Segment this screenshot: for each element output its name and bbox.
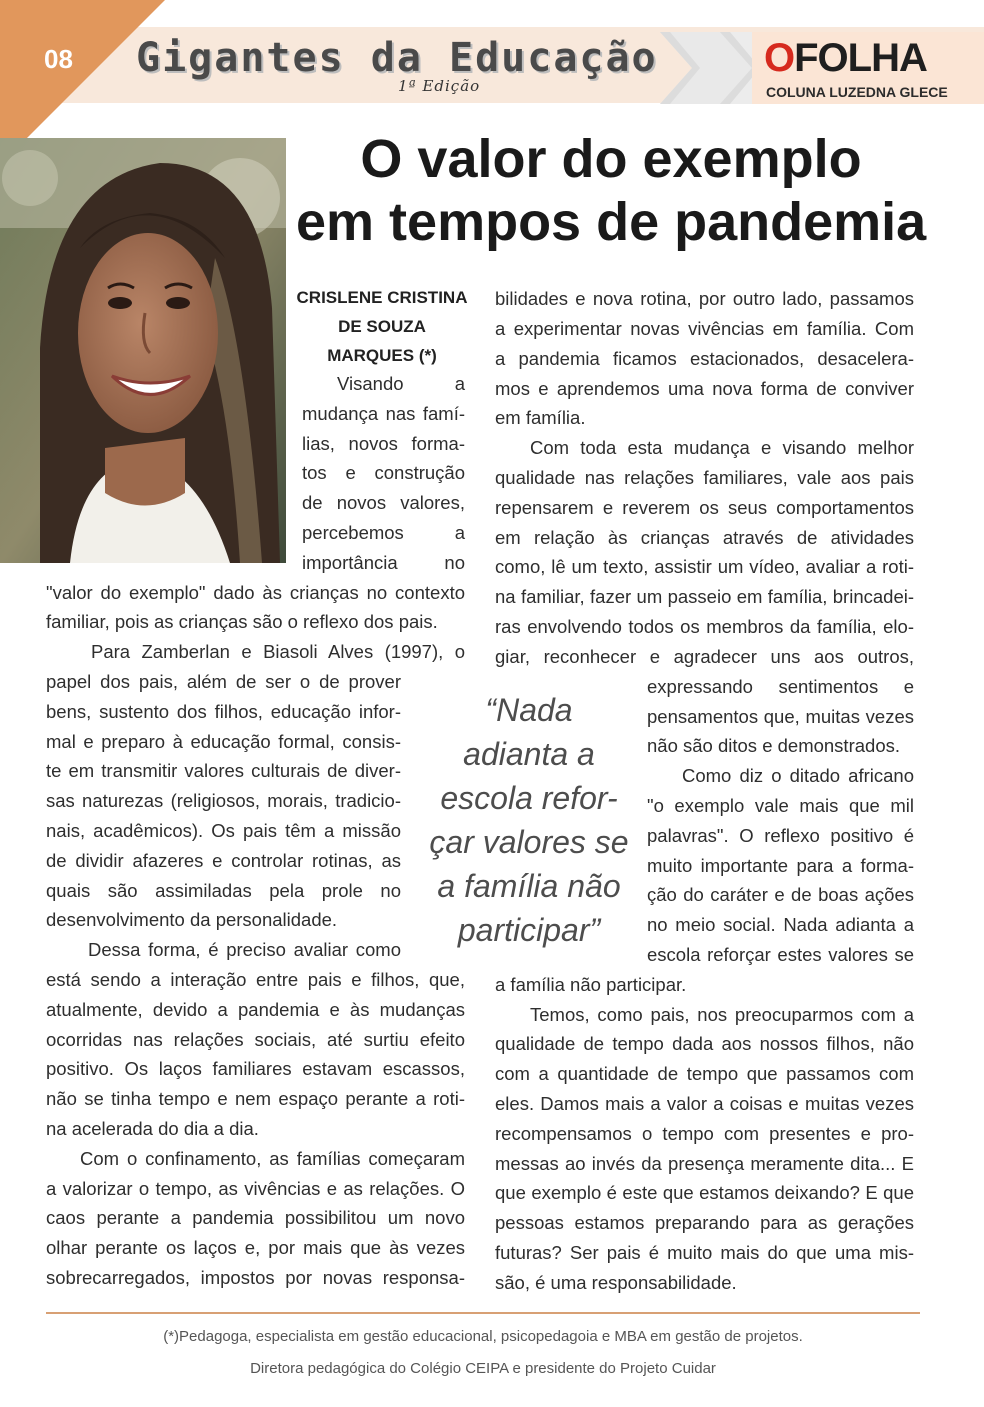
text-line: em relação às crianças através de atividades — [495, 527, 914, 548]
text-line: ras envolvendo todos os membros da família, elo- — [495, 616, 914, 637]
text-line: escola reforçar estes valores se — [647, 944, 914, 965]
text-line: atualmente, devido a pandemia e às mudanças — [46, 999, 465, 1020]
text-line: palavras". O reflexo positivo é — [647, 825, 914, 846]
text-line: ocorridas nas relações sociais, até surtiu efeito — [46, 1029, 465, 1050]
text-line: mal e preparo à educação formal, consis- — [46, 731, 401, 752]
text-line: olhar perante os laços e, por mais que às vezes — [46, 1237, 465, 1258]
text-line: a família não participar. — [495, 974, 687, 995]
quote-line: escola refor- — [440, 780, 618, 816]
text-line: Para Zamberlan e Biasoli Alves (1997), o — [91, 641, 465, 662]
text-line: mos e aprendemos uma nova forma de conviver — [495, 378, 914, 399]
text-line: a experimentar novas vivências em família. Com — [495, 318, 914, 339]
text-line: está sendo a interação entre pais e filhos, que, — [46, 969, 465, 990]
author-line: DE SOUZA — [338, 317, 426, 336]
text-line: pensamentos que, muitas vezes — [647, 706, 914, 727]
text-line: eles. Damos mais a valor a coisas e muitas vezes — [495, 1093, 914, 1114]
quote-line: a família não — [437, 868, 621, 904]
text-line: messas ao invés da presença meramente dita... E — [495, 1153, 914, 1174]
series-title: Gigantes da Educação — [136, 35, 658, 81]
author-line: CRISLENE CRISTINA — [296, 288, 468, 307]
text-line: a valorizar o tempo, as vivências e as relações. O — [46, 1178, 465, 1199]
text-line: qualidade nas relações familiares, vale aos pais — [495, 467, 914, 488]
author-line: MARQUES (*) — [327, 346, 437, 365]
text-line: Com o confinamento, as famílias começaram — [80, 1148, 465, 1169]
text-line: desenvolvimento da personalidade. — [46, 909, 338, 930]
text-line: ção do caráter e de boas ações — [647, 884, 914, 905]
quote-line: adianta a — [463, 736, 595, 772]
quote-line: “Nada — [485, 692, 573, 728]
text-line: muito importante para a forma- — [647, 855, 914, 876]
text-line: de dividir afazeres e controlar rotinas, as — [46, 850, 401, 871]
footnote-line: (*)Pedagoga, especialista em gestão educacional, psicopedagoia e MBA em gestão de projetos. — [163, 1328, 803, 1345]
text-line: giar, reconhecer e agradecer uns aos outros, — [495, 646, 914, 667]
column-label: COLUNA LUZEDNA GLECE — [766, 84, 948, 100]
text-line: tos e construção — [302, 462, 465, 483]
text-line: não se tinha tempo e nem espaço perante a roti- — [46, 1088, 465, 1109]
text-line: são, é uma responsabilidade. — [495, 1272, 737, 1293]
text-line: Como diz o ditado africano — [682, 765, 914, 786]
text-line: bilidades e nova rotina, por outro lado, passamos — [495, 288, 914, 309]
logo-o-icon: O — [764, 36, 795, 80]
text-line: de novos valores, — [302, 492, 465, 513]
text-line: bens, sustento dos filhos, educação infor- — [46, 701, 401, 722]
text-line: caos perante a pandemia possibilitou um novo — [46, 1207, 465, 1228]
text-line: que exemplo é este que estamos deixando? E que — [495, 1182, 914, 1203]
text-line: repensarem e reverem os seus comportamentos — [495, 497, 914, 518]
text-line: recompensamos o tempo com presentes e pro- — [495, 1123, 914, 1144]
text-line: a pandemia ficamos estacionados, desacelera- — [495, 348, 914, 369]
footer-divider — [46, 1312, 920, 1314]
headline-line: O valor do exemplo — [360, 129, 862, 189]
footnote-line: Diretora pedagógica do Colégio CEIPA e presidente do Projeto Cuidar — [250, 1360, 716, 1377]
text-line: nais, acadêmicos). Os pais têm a missão — [46, 820, 401, 841]
text-line: lias, novos forma- — [302, 433, 465, 454]
author-photo — [0, 138, 286, 563]
text-line: percebemos a — [302, 522, 465, 543]
text-line: futuras? Ser pais é muito mais do que uma mis- — [495, 1242, 914, 1263]
text-line: "valor do exemplo" dado às crianças no contexto — [46, 582, 465, 603]
headline-line: em tempos de pandemia — [296, 192, 927, 252]
logo-panel — [752, 32, 984, 104]
text-line: na acelerada do dia a dia. — [46, 1118, 259, 1139]
text-line: na familiar, fazer um passeio em família, brincadei- — [495, 586, 914, 607]
edition-label: 1ª Edição — [398, 77, 481, 95]
pull-quote — [416, 688, 642, 952]
text-line: Temos, como pais, nos preocuparmos com a — [530, 1004, 914, 1025]
text-line: familiar, pois as crianças são o reflexo dos pais. — [46, 611, 438, 632]
text-line: com a quantidade de tempo que passamos com — [495, 1063, 914, 1084]
text-line: como, lê um texto, assistir um vídeo, avaliar a roti- — [495, 556, 914, 577]
text-line: não são ditos e demonstrados. — [647, 735, 900, 756]
text-line: Visando a — [337, 373, 465, 394]
text-line: no meio social. Nada adianta a — [647, 914, 914, 935]
author-byline — [296, 283, 468, 370]
text-line: sobrecarregados, impostos por novas responsa- — [46, 1267, 465, 1288]
text-line: mudança nas famí- — [302, 403, 465, 424]
folha-logo: OFOLHA — [764, 36, 927, 80]
text-line: sas naturezas (religiosos, morais, tradicio- — [46, 790, 401, 811]
text-line: qualidade de tempo dada aos nossos filhos, não — [495, 1033, 914, 1054]
text-line: importância no — [302, 552, 465, 573]
page-number: 08 — [44, 44, 73, 74]
text-line: em família. — [495, 407, 586, 428]
chevron-arrow-icon — [660, 32, 760, 104]
article-headline — [296, 128, 926, 254]
text-line: Com toda esta mudança e visando melhor — [530, 437, 914, 458]
text-line: expressando sentimentos e — [647, 676, 914, 697]
quote-line: participar” — [457, 912, 601, 948]
quote-line: çar valores se — [429, 824, 629, 860]
text-line: quais são assimiladas pela prole no — [46, 880, 401, 901]
text-line: pessoas estamos preparando para as gerações — [495, 1212, 914, 1233]
text-line: "o exemplo vale mais que mil — [647, 795, 914, 816]
text-line: papel dos pais, além de ser o de prover — [46, 671, 401, 692]
text-line: te em transmitir valores culturais de diver- — [46, 760, 401, 781]
text-line: positivo. Os laços familiares estavam escassos, — [46, 1058, 465, 1079]
text-line: Dessa forma, é preciso avaliar como — [88, 939, 401, 960]
